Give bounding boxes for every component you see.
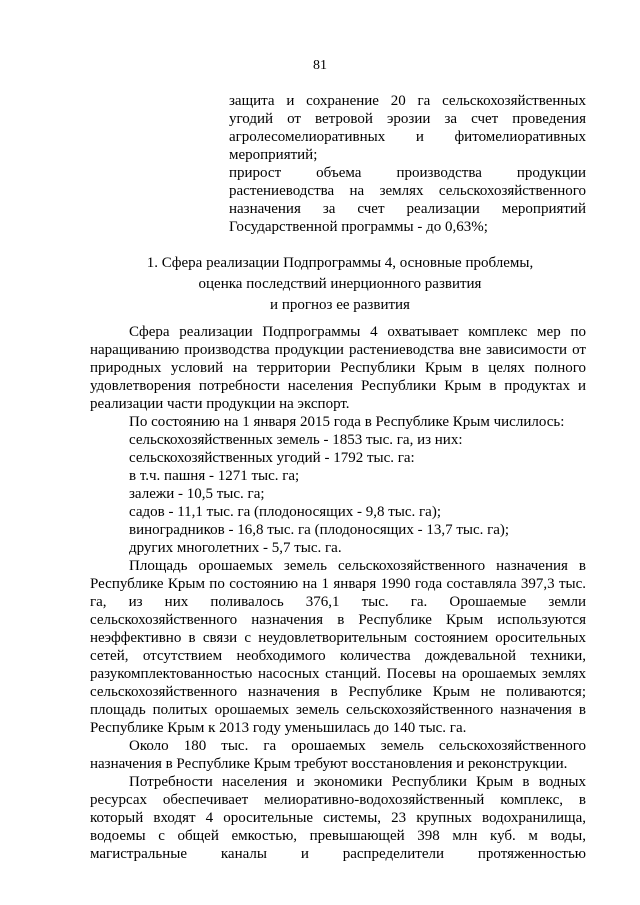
- section-heading-line: 1. Сфера реализации Подпрограммы 4, основные проблемы,: [146, 255, 534, 271]
- body-text: [90, 323, 586, 863]
- intro-list-item: защита и сохранение 20 га сельскохозяйственных угодий от ветровой эрозии за счет проведения агролесомелиоративных и фитомелиоративных мероприятий;: [229, 93, 586, 163]
- page-number: 81: [313, 58, 327, 73]
- land-item: сельскохозяйственных земель - 1853 тыс. га, из них:: [129, 432, 463, 448]
- paragraph-land-status: По состоянию на 1 января 2015 года в Республике Крым числилось:: [129, 414, 565, 430]
- intro-list-item: прирост объема производства продукции растениеводства на землях сельскохозяйственного назначения за счет реализации мероприятий Государственной программы - до 0,63%;: [229, 165, 586, 235]
- section-heading-line: и прогноз ее развития: [270, 297, 410, 313]
- paragraph-water-resources: Потребности населения и экономики Республики Крым в водных ресурсах обеспечивает мелиоративно-водохозяйственный комплекс, в который входят 4 оросительные системы, 23 крупных водохранилища, водоемы с общей емкостью, превышающей 398 млн куб. м воды, магистральные каналы и распределители протяженностью: [90, 774, 586, 862]
- paragraph-scope: Сфера реализации Подпрограммы 4 охватывает комплекс мер по наращиванию производства продукции растениеводства вне зависимости от природных условий на территории Республики Крым в целях полного удовлетворения потребности населения Республики Крым в продуктах и реализации части продукции на экспорт.: [90, 324, 586, 412]
- section-heading: [118, 253, 562, 316]
- paragraph-irrigated-land: Площадь орошаемых земель сельскохозяйственного назначения в Республике Крым по состоянию на 1 января 1990 года составляла 397,3 тыс. га, из них поливалось 376,1 тыс. га. Орошаемые земли сельскохозяйственного назначения в Республике Крым используются неэффективно в связи с неудовлетворительным состоянием оросительных сетей, отсутствием необходимого количества дождевальной техники, разукомплектованностью насосных станций. Посевы на орошаемых землях сельскохозяйственного назначения в Республике Крым не поливаются; площадь политых орошаемых земель сельскохозяйственного назначения в Республике Крым к 2013 году уменьшилась до 140 тыс. га.: [90, 558, 586, 736]
- land-item: садов - 11,1 тыс. га (плодоносящих - 9,8 тыс. га);: [129, 504, 442, 520]
- section-heading-line: оценка последствий инерционного развития: [198, 276, 482, 292]
- land-item: в т.ч. пашня - 1271 тыс. га;: [129, 468, 300, 484]
- intro-list: [229, 92, 586, 236]
- paragraph-reconstruction: Около 180 тыс. га орошаемых земель сельскохозяйственного назначения в Республике Крым требуют восстановления и реконструкции.: [90, 738, 586, 772]
- land-item: других многолетних - 5,7 тыс. га.: [129, 540, 342, 556]
- land-item: виноградников - 16,8 тыс. га (плодоносящих - 13,7 тыс. га);: [129, 522, 510, 538]
- land-item: залежи - 10,5 тыс. га;: [129, 486, 265, 502]
- land-item: сельскохозяйственных угодий - 1792 тыс. га:: [129, 450, 415, 466]
